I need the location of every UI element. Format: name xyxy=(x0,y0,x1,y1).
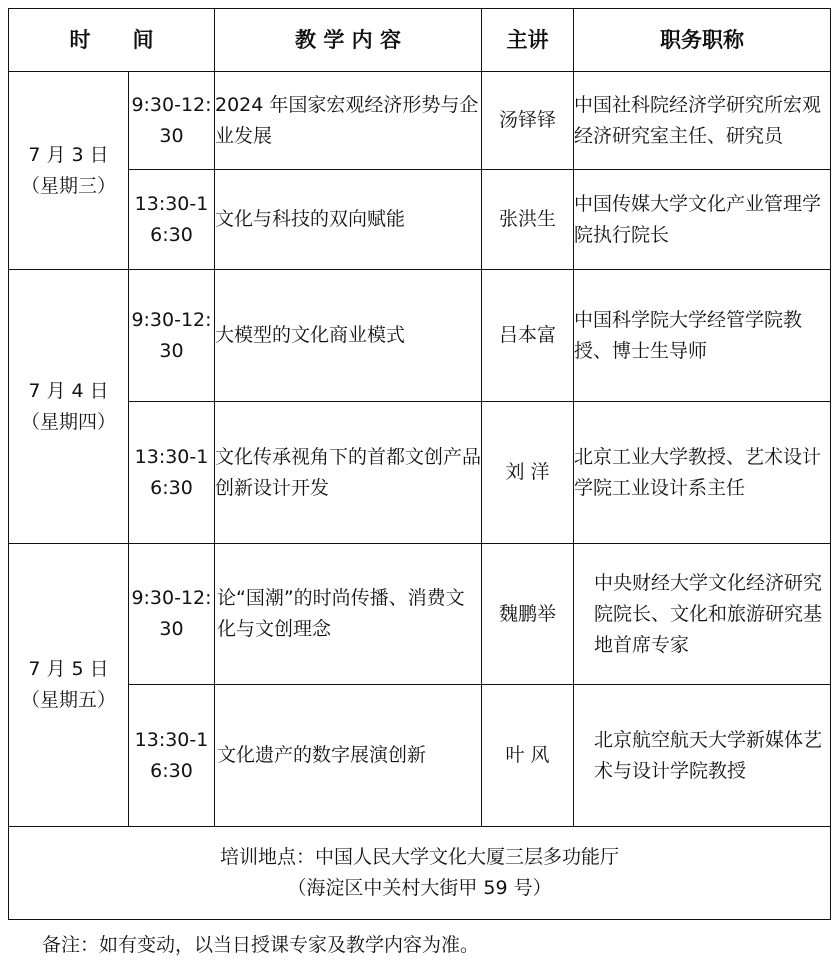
session-speaker-title: 中央财经大学文化经济研究院院长、文化和旅游研究基地首席专家 xyxy=(574,544,831,685)
session-time: 13:30-16:30 xyxy=(129,685,215,827)
venue-cell xyxy=(9,827,831,920)
session-speaker-title: 中国社科院经济学研究所宏观经济研究室主任、研究员 xyxy=(574,72,831,170)
table-row xyxy=(9,72,831,170)
header-row xyxy=(9,9,831,72)
table-row xyxy=(9,544,831,685)
schedule-table xyxy=(8,8,831,920)
session-topic: 文化遗产的数字展演创新 xyxy=(215,685,482,827)
day-date: 7 月 4 日 xyxy=(28,379,109,402)
header-speaker: 主讲 xyxy=(482,9,574,72)
day-date-cell xyxy=(9,270,129,544)
session-topic: 文化与科技的双向赋能 xyxy=(215,170,482,270)
session-speaker: 吕本富 xyxy=(482,270,574,402)
session-speaker-title: 北京工业大学教授、艺术设计学院工业设计系主任 xyxy=(574,402,831,544)
session-topic: 2024 年国家宏观经济形势与企业发展 xyxy=(215,72,482,170)
venue-row xyxy=(9,827,831,920)
day-date-cell xyxy=(9,544,129,827)
day-date: 7 月 5 日 xyxy=(28,658,109,680)
day-date-cell xyxy=(9,72,129,270)
session-speaker-title: 中国科学院大学经管学院教授、博士生导师 xyxy=(574,270,831,402)
venue-line-1: 培训地点：中国人民大学文化大厦三层多功能厅 xyxy=(219,846,619,868)
day-weekday: （星期三） xyxy=(20,174,116,197)
session-speaker: 张洪生 xyxy=(482,170,574,270)
table-row xyxy=(9,270,831,402)
session-speaker: 魏鹏举 xyxy=(482,544,574,685)
session-time: 9:30-12:30 xyxy=(129,72,215,170)
day-weekday: （星期五） xyxy=(20,689,116,711)
day-date: 7 月 3 日 xyxy=(28,143,109,166)
session-speaker-title: 中国传媒大学文化产业管理学院执行院长 xyxy=(574,170,831,270)
session-speaker: 刘 洋 xyxy=(482,402,574,544)
session-speaker: 叶 风 xyxy=(482,685,574,827)
table-row xyxy=(9,402,831,544)
session-speaker: 汤铎铎 xyxy=(482,72,574,170)
day-weekday: （星期四） xyxy=(20,410,116,433)
session-topic: 论“国潮”的时尚传播、消费文化与文创理念 xyxy=(215,544,482,685)
session-speaker-title: 北京航空航天大学新媒体艺术与设计学院教授 xyxy=(574,685,831,827)
header-title: 职务职称 xyxy=(574,9,831,72)
session-time: 9:30-12:30 xyxy=(129,544,215,685)
session-topic: 文化传承视角下的首都文创产品创新设计开发 xyxy=(215,402,482,544)
table-row xyxy=(9,685,831,827)
table-row xyxy=(9,170,831,270)
venue-line-2: （海淀区中关村大街甲 59 号） xyxy=(287,877,552,899)
header-time: 时 间 xyxy=(9,9,215,72)
session-topic: 大模型的文化商业模式 xyxy=(215,270,482,402)
session-time: 13:30-16:30 xyxy=(129,402,215,544)
session-time: 13:30-16:30 xyxy=(129,170,215,270)
session-time: 9:30-12:30 xyxy=(129,270,215,402)
header-content: 教 学 内 容 xyxy=(215,9,482,72)
footnote: 备注：如有变动，以当日授课专家及教学内容为准。 xyxy=(42,934,480,956)
